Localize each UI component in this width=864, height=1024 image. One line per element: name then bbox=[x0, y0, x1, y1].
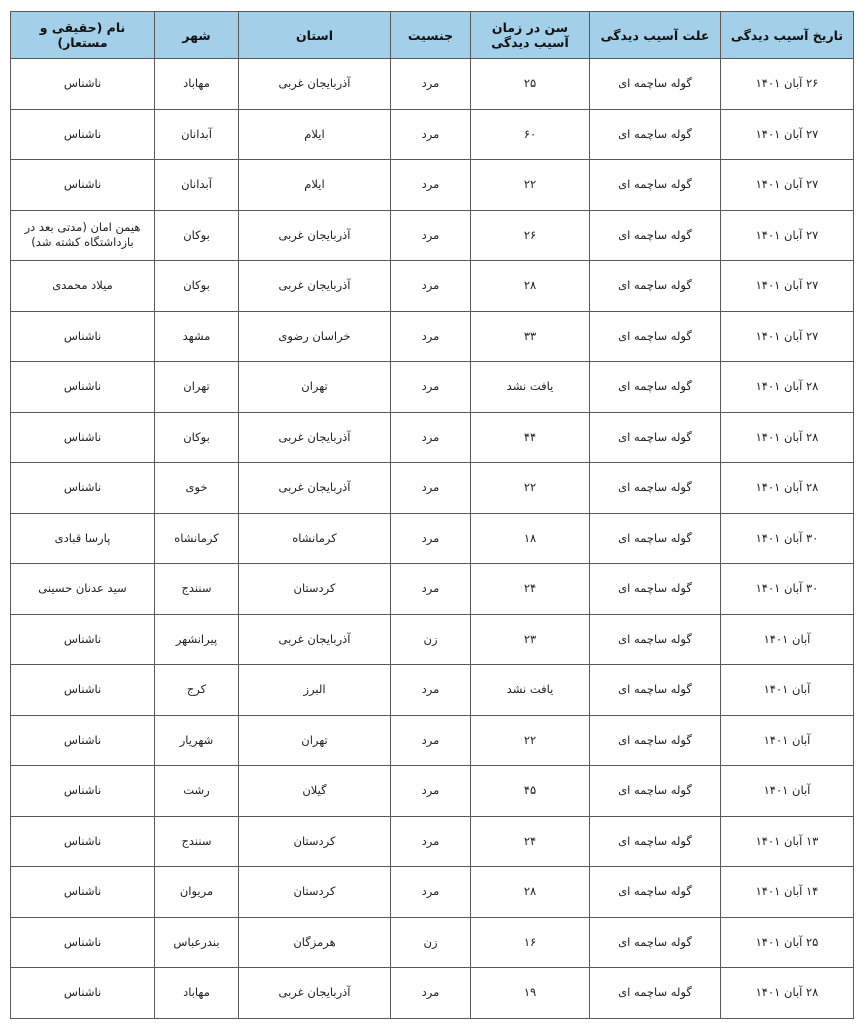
injury-date-cell: ۲۸ آبان ۱۴۰۱ bbox=[721, 463, 854, 514]
age-cell: ۲۶ bbox=[471, 210, 590, 261]
table-row bbox=[11, 513, 854, 564]
city-cell: مشهد bbox=[155, 311, 239, 362]
table-row bbox=[11, 766, 854, 817]
injury-date-cell: ۲۸ آبان ۱۴۰۱ bbox=[721, 968, 854, 1019]
city-cell: بوکان bbox=[155, 261, 239, 312]
header-province: استان bbox=[239, 12, 391, 59]
province-cell: آذربایجان غربی bbox=[239, 968, 391, 1019]
gender-cell: مرد bbox=[391, 109, 471, 160]
injury-date-cell: آبان ۱۴۰۱ bbox=[721, 766, 854, 817]
age-cell: ۱۶ bbox=[471, 917, 590, 968]
province-cell: خراسان رضوی bbox=[239, 311, 391, 362]
name-cell: ناشناس bbox=[11, 968, 155, 1019]
gender-cell: مرد bbox=[391, 412, 471, 463]
table-row bbox=[11, 210, 854, 261]
gender-cell: مرد bbox=[391, 160, 471, 211]
province-cell: گیلان bbox=[239, 766, 391, 817]
injury-cause-cell: گوله ساچمه ای bbox=[590, 513, 721, 564]
age-cell: ۲۲ bbox=[471, 463, 590, 514]
injury-cause-cell: گوله ساچمه ای bbox=[590, 816, 721, 867]
province-cell: آذربایجان غربی bbox=[239, 614, 391, 665]
table-row bbox=[11, 816, 854, 867]
province-cell: آذربایجان غربی bbox=[239, 261, 391, 312]
province-cell: البرز bbox=[239, 665, 391, 716]
city-cell: پیرانشهر bbox=[155, 614, 239, 665]
name-cell: ناشناس bbox=[11, 412, 155, 463]
table-row bbox=[11, 614, 854, 665]
name-cell: ناشناس bbox=[11, 311, 155, 362]
gender-cell: زن bbox=[391, 917, 471, 968]
name-cell: پارسا قبادی bbox=[11, 513, 155, 564]
injury-date-cell: ۲۷ آبان ۱۴۰۱ bbox=[721, 210, 854, 261]
age-cell: یافت نشد bbox=[471, 362, 590, 413]
injury-date-cell: ۲۷ آبان ۱۴۰۱ bbox=[721, 109, 854, 160]
province-cell: آذربایجان غربی bbox=[239, 59, 391, 110]
age-cell: ۲۲ bbox=[471, 160, 590, 211]
name-cell: ناشناس bbox=[11, 867, 155, 918]
gender-cell: مرد bbox=[391, 968, 471, 1019]
header-age: سن در زمان آسیب دیدگی bbox=[471, 12, 590, 59]
injury-date-cell: ۲۶ آبان ۱۴۰۱ bbox=[721, 59, 854, 110]
gender-cell: مرد bbox=[391, 715, 471, 766]
injury-table bbox=[10, 11, 854, 1019]
table-row bbox=[11, 362, 854, 413]
injury-date-cell: ۲۵ آبان ۱۴۰۱ bbox=[721, 917, 854, 968]
city-cell: رشت bbox=[155, 766, 239, 817]
injury-date-cell: آبان ۱۴۰۱ bbox=[721, 614, 854, 665]
injury-cause-cell: گوله ساچمه ای bbox=[590, 412, 721, 463]
city-cell: بندرعباس bbox=[155, 917, 239, 968]
age-cell: ۲۳ bbox=[471, 614, 590, 665]
age-cell: ۲۸ bbox=[471, 261, 590, 312]
injury-cause-cell: گوله ساچمه ای bbox=[590, 968, 721, 1019]
injury-date-cell: ۱۳ آبان ۱۴۰۱ bbox=[721, 816, 854, 867]
injury-date-cell: ۲۷ آبان ۱۴۰۱ bbox=[721, 261, 854, 312]
gender-cell: مرد bbox=[391, 513, 471, 564]
injury-date-cell: ۲۸ آبان ۱۴۰۱ bbox=[721, 412, 854, 463]
name-cell: ناشناس bbox=[11, 715, 155, 766]
age-cell: ۲۲ bbox=[471, 715, 590, 766]
injury-date-cell: آبان ۱۴۰۱ bbox=[721, 665, 854, 716]
age-cell: ۲۵ bbox=[471, 59, 590, 110]
city-cell: سنندج bbox=[155, 564, 239, 615]
injury-cause-cell: گوله ساچمه ای bbox=[590, 665, 721, 716]
gender-cell: مرد bbox=[391, 261, 471, 312]
province-cell: ایلام bbox=[239, 109, 391, 160]
province-cell: ایلام bbox=[239, 160, 391, 211]
age-cell: ۶۰ bbox=[471, 109, 590, 160]
province-cell: آذربایجان غربی bbox=[239, 412, 391, 463]
name-cell: ناشناس bbox=[11, 362, 155, 413]
name-cell: ناشناس bbox=[11, 766, 155, 817]
age-cell: ۲۴ bbox=[471, 816, 590, 867]
table-row bbox=[11, 917, 854, 968]
province-cell: هرمزگان bbox=[239, 917, 391, 968]
table-row bbox=[11, 715, 854, 766]
injury-cause-cell: گوله ساچمه ای bbox=[590, 210, 721, 261]
injury-cause-cell: گوله ساچمه ای bbox=[590, 109, 721, 160]
province-cell: کردستان bbox=[239, 816, 391, 867]
gender-cell: مرد bbox=[391, 665, 471, 716]
table-row bbox=[11, 968, 854, 1019]
province-cell: آذربایجان غربی bbox=[239, 210, 391, 261]
injury-cause-cell: گوله ساچمه ای bbox=[590, 614, 721, 665]
injury-cause-cell: گوله ساچمه ای bbox=[590, 311, 721, 362]
injury-cause-cell: گوله ساچمه ای bbox=[590, 564, 721, 615]
table-body bbox=[11, 59, 854, 1019]
name-cell: ناشناس bbox=[11, 59, 155, 110]
injury-cause-cell: گوله ساچمه ای bbox=[590, 59, 721, 110]
header-injury-cause: علت آسیب دیدگی bbox=[590, 12, 721, 59]
gender-cell: مرد bbox=[391, 362, 471, 413]
city-cell: کرج bbox=[155, 665, 239, 716]
table-row bbox=[11, 160, 854, 211]
table-row bbox=[11, 867, 854, 918]
injury-cause-cell: گوله ساچمه ای bbox=[590, 362, 721, 413]
table-row bbox=[11, 109, 854, 160]
table-row bbox=[11, 412, 854, 463]
gender-cell: مرد bbox=[391, 210, 471, 261]
name-cell: میلاد محمدی bbox=[11, 261, 155, 312]
table-row bbox=[11, 311, 854, 362]
header-gender: جنسیت bbox=[391, 12, 471, 59]
age-cell: ۲۴ bbox=[471, 564, 590, 615]
age-cell: ۴۵ bbox=[471, 766, 590, 817]
province-cell: تهران bbox=[239, 715, 391, 766]
gender-cell: مرد bbox=[391, 59, 471, 110]
injury-cause-cell: گوله ساچمه ای bbox=[590, 463, 721, 514]
city-cell: مهاباد bbox=[155, 59, 239, 110]
name-cell: ناشناس bbox=[11, 665, 155, 716]
gender-cell: مرد bbox=[391, 816, 471, 867]
injury-cause-cell: گوله ساچمه ای bbox=[590, 715, 721, 766]
province-cell: تهران bbox=[239, 362, 391, 413]
city-cell: سنندج bbox=[155, 816, 239, 867]
header-city: شهر bbox=[155, 12, 239, 59]
province-cell: کردستان bbox=[239, 564, 391, 615]
gender-cell: مرد bbox=[391, 766, 471, 817]
city-cell: خوی bbox=[155, 463, 239, 514]
injury-date-cell: ۱۴ آبان ۱۴۰۱ bbox=[721, 867, 854, 918]
gender-cell: مرد bbox=[391, 867, 471, 918]
city-cell: بوکان bbox=[155, 210, 239, 261]
age-cell: یافت نشد bbox=[471, 665, 590, 716]
age-cell: ۴۴ bbox=[471, 412, 590, 463]
province-cell: کرمانشاه bbox=[239, 513, 391, 564]
name-cell: ناشناس bbox=[11, 160, 155, 211]
city-cell: آبدانان bbox=[155, 160, 239, 211]
gender-cell: مرد bbox=[391, 564, 471, 615]
header-injury-date: تاریخ آسیب دیدگی bbox=[721, 12, 854, 59]
injury-cause-cell: گوله ساچمه ای bbox=[590, 261, 721, 312]
age-cell: ۲۸ bbox=[471, 867, 590, 918]
city-cell: کرمانشاه bbox=[155, 513, 239, 564]
injury-date-cell: آبان ۱۴۰۱ bbox=[721, 715, 854, 766]
province-cell: آذربایجان غربی bbox=[239, 463, 391, 514]
table-row bbox=[11, 463, 854, 514]
name-cell: ناشناس bbox=[11, 463, 155, 514]
injury-cause-cell: گوله ساچمه ای bbox=[590, 766, 721, 817]
city-cell: آبدانان bbox=[155, 109, 239, 160]
injury-date-cell: ۲۷ آبان ۱۴۰۱ bbox=[721, 160, 854, 211]
gender-cell: مرد bbox=[391, 463, 471, 514]
city-cell: بوکان bbox=[155, 412, 239, 463]
injury-cause-cell: گوله ساچمه ای bbox=[590, 917, 721, 968]
city-cell: مهاباد bbox=[155, 968, 239, 1019]
name-cell: ناشناس bbox=[11, 109, 155, 160]
injury-cause-cell: گوله ساچمه ای bbox=[590, 160, 721, 211]
city-cell: تهران bbox=[155, 362, 239, 413]
name-cell: سید عدنان حسینی bbox=[11, 564, 155, 615]
injury-date-cell: ۳۰ آبان ۱۴۰۱ bbox=[721, 564, 854, 615]
header-row bbox=[11, 12, 854, 59]
gender-cell: زن bbox=[391, 614, 471, 665]
table-row bbox=[11, 564, 854, 615]
age-cell: ۳۳ bbox=[471, 311, 590, 362]
injury-date-cell: ۳۰ آبان ۱۴۰۱ bbox=[721, 513, 854, 564]
injury-date-cell: ۲۷ آبان ۱۴۰۱ bbox=[721, 311, 854, 362]
name-cell: ناشناس bbox=[11, 917, 155, 968]
city-cell: شهریار bbox=[155, 715, 239, 766]
age-cell: ۱۹ bbox=[471, 968, 590, 1019]
name-cell: هیمن امان (مدتی بعد در بازداشتگاه کشته شد) bbox=[11, 210, 155, 261]
table-row bbox=[11, 261, 854, 312]
age-cell: ۱۸ bbox=[471, 513, 590, 564]
gender-cell: مرد bbox=[391, 311, 471, 362]
city-cell: مریوان bbox=[155, 867, 239, 918]
injury-date-cell: ۲۸ آبان ۱۴۰۱ bbox=[721, 362, 854, 413]
table-row bbox=[11, 59, 854, 110]
province-cell: کردستان bbox=[239, 867, 391, 918]
injury-cause-cell: گوله ساچمه ای bbox=[590, 867, 721, 918]
header-name: نام (حقیقی و مستعار) bbox=[11, 12, 155, 59]
table-row bbox=[11, 665, 854, 716]
name-cell: ناشناس bbox=[11, 614, 155, 665]
name-cell: ناشناس bbox=[11, 816, 155, 867]
